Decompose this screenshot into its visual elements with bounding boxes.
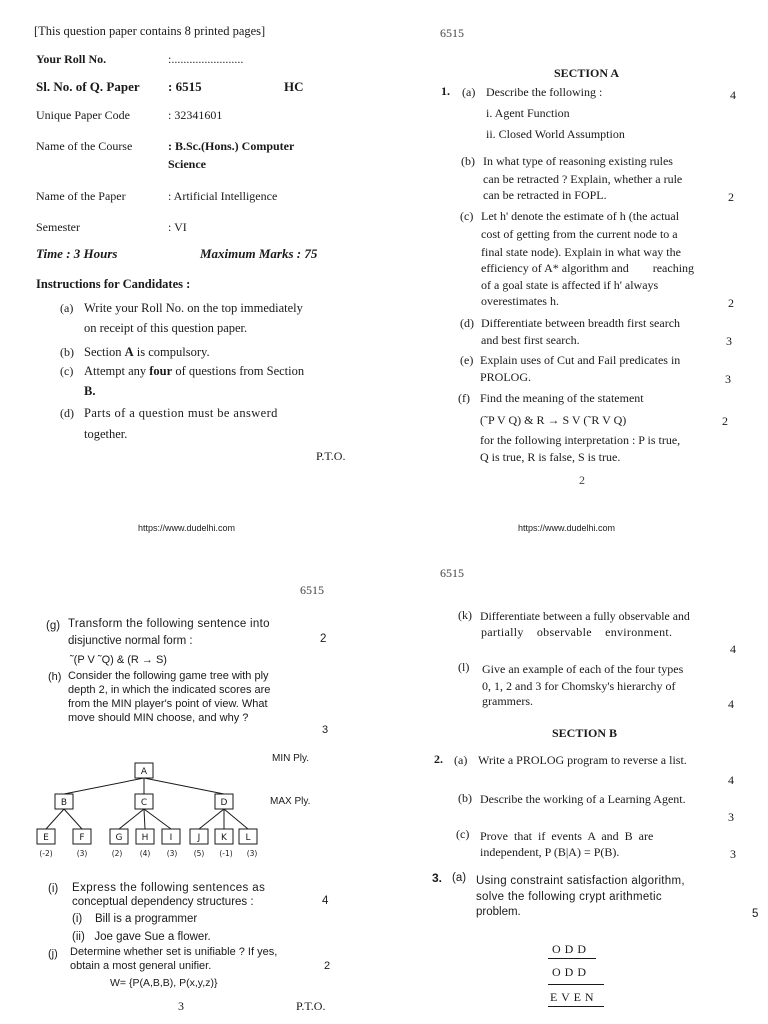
q2a-key: (a) bbox=[454, 753, 468, 767]
node-label-h: H bbox=[141, 833, 149, 843]
q1g-key: (g) bbox=[46, 620, 61, 632]
q1g-formula: ˜(P V ˜Q) & (R → S) bbox=[70, 654, 167, 666]
edge-a-b bbox=[64, 778, 144, 794]
q2-number: 2. bbox=[434, 752, 443, 766]
q1c-line2: cost of getting from the current node to a bbox=[481, 227, 678, 241]
q1j-key: (j) bbox=[48, 948, 58, 960]
score-l: (3) bbox=[246, 849, 258, 858]
q3a-key: (a) bbox=[452, 872, 467, 884]
edge-c-i bbox=[144, 809, 171, 829]
score-f: (3) bbox=[76, 849, 88, 858]
q1j-line1: Determine whether set is unifiable ? If yes, bbox=[70, 946, 278, 958]
q1f-line1: Find the meaning of the statement bbox=[480, 391, 644, 405]
q1b-mark: 2 bbox=[728, 190, 734, 204]
semester-label: Semester bbox=[36, 220, 80, 234]
q1h-key: (h) bbox=[48, 671, 62, 683]
instr-d-line2: together. bbox=[84, 427, 128, 441]
hc-label: HC bbox=[284, 79, 304, 94]
paper-label: Name of the Paper bbox=[36, 189, 126, 203]
q1b-line3: can be retracted in FOPL. bbox=[483, 188, 607, 202]
score-i: (3) bbox=[166, 849, 178, 858]
q1f-formula: (˜P V Q) & R → S V (˜R V Q) bbox=[480, 413, 627, 427]
node-label-l: L bbox=[245, 833, 251, 843]
pto-label-3: P.T.O. bbox=[296, 999, 326, 1013]
course-label: Name of the Course bbox=[36, 139, 133, 153]
crypt-row-1: O D D bbox=[552, 942, 587, 956]
q1f-mark: 2 bbox=[722, 414, 728, 428]
edge-b-f bbox=[64, 809, 82, 829]
q2a-mark: 4 bbox=[728, 773, 734, 787]
instr-a-line1: Write your Roll No. on the top immediately bbox=[84, 301, 303, 315]
q2a-text: Write a PROLOG program to reverse a list. bbox=[478, 753, 687, 767]
edge-c-g bbox=[119, 809, 144, 829]
instr-c-key: (c) bbox=[60, 364, 74, 378]
max-marks-label: Maximum Marks : 75 bbox=[200, 246, 318, 261]
crypt-divider-2 bbox=[548, 984, 604, 985]
score-e: (-2) bbox=[39, 849, 53, 858]
instr-d-line1: Parts of a question must be answerd bbox=[84, 406, 278, 420]
q1k-line1: Differentiate between a fully observable and bbox=[480, 609, 690, 623]
q1g-mark: 2 bbox=[320, 633, 327, 645]
slno-label: Sl. No. of Q. Paper bbox=[36, 79, 140, 94]
instr-a-key: (a) bbox=[60, 301, 74, 315]
paper-code: 6515 bbox=[440, 26, 464, 40]
q1b-line1: In what type of reasoning existing rules bbox=[483, 154, 673, 168]
q2b-mark: 3 bbox=[728, 810, 734, 824]
edge-a-d bbox=[144, 778, 224, 794]
q1d-line2: and best first search. bbox=[481, 333, 580, 347]
q1a-item-1: i. Agent Function bbox=[486, 106, 570, 120]
q2c-line1: Prove that if events A and B are bbox=[480, 829, 654, 843]
q3a-mark: 5 bbox=[752, 908, 759, 920]
q1l-line1: Give an example of each of the four types bbox=[482, 662, 684, 676]
q1b-line2: can be retracted ? Explain, whether a rule bbox=[483, 172, 683, 186]
q1f-line4: Q is true, R is false, S is true. bbox=[480, 450, 621, 464]
q1e-line2: PROLOG. bbox=[480, 370, 532, 384]
instr-c-text: Attempt any four of questions from Section bbox=[84, 364, 305, 378]
edge-d-j bbox=[199, 809, 224, 829]
q1i-line1: Express the following sentences as bbox=[72, 882, 266, 894]
node-label-a: A bbox=[140, 767, 148, 777]
instr-c-line2: B. bbox=[84, 384, 96, 398]
q1h-line3: from the MIN player's point of view. What bbox=[68, 698, 268, 710]
page-number-3: 3 bbox=[178, 999, 184, 1013]
q1f-line3: for the following interpretation : P is true, bbox=[480, 433, 681, 447]
q1d-line1: Differentiate between breadth first search bbox=[481, 316, 681, 330]
upc-label: Unique Paper Code bbox=[36, 108, 130, 122]
q1l-mark: 4 bbox=[728, 697, 734, 711]
node-label-k: K bbox=[221, 833, 227, 843]
q3a-line1: Using constraint satisfaction algorithm, bbox=[476, 875, 685, 887]
q1h-line1: Consider the following game tree with ply bbox=[68, 670, 269, 682]
q2c-line2: independent, P (B|A) = P(B). bbox=[480, 845, 620, 859]
footer-url-2: https://www.dudelhi.com bbox=[518, 523, 616, 533]
q1k-mark: 4 bbox=[730, 642, 736, 656]
q1e-key: (e) bbox=[460, 353, 474, 367]
edge-b-e bbox=[46, 809, 64, 829]
paper-value: : Artificial Intelligence bbox=[168, 189, 278, 203]
q1j-line2: obtain a most general unifier. bbox=[70, 960, 212, 972]
time-label: Time : 3 Hours bbox=[36, 246, 118, 261]
score-h: (4) bbox=[139, 849, 151, 858]
q1a-text: Describe the following : bbox=[486, 85, 603, 99]
node-label-i: I bbox=[169, 833, 173, 843]
q1h-line4: move should MIN choose, and why ? bbox=[68, 712, 249, 724]
q1l-line3: grammers. bbox=[482, 694, 533, 708]
q1c-line4: efficiency of A* algorithm and reaching bbox=[481, 261, 695, 275]
instructions-title: Instructions for Candidates : bbox=[36, 277, 191, 291]
node-label-e: E bbox=[43, 833, 49, 843]
q2b-key: (b) bbox=[458, 791, 472, 805]
q1i-item-2: (ii) Joe gave Sue a flower. bbox=[72, 931, 211, 943]
q1a-item-2: ii. Closed World Assumption bbox=[486, 127, 625, 141]
q1h-mark: 3 bbox=[322, 724, 329, 736]
q1c-line5: of a goal state is affected if h' always bbox=[481, 278, 659, 292]
instr-b-key: (b) bbox=[60, 345, 74, 359]
instr-d-key: (d) bbox=[60, 406, 74, 420]
crypt-row-2: O D D bbox=[552, 965, 587, 979]
min-ply-label: MIN Ply. bbox=[272, 753, 310, 764]
q1i-item-1: (i) Bill is a programmer bbox=[72, 913, 198, 925]
crypt-result: E V E N bbox=[550, 990, 595, 1004]
q1l-line2: 0, 1, 2 and 3 for Chomsky's hierarchy of bbox=[482, 679, 676, 693]
course-value-2: Science bbox=[168, 157, 206, 171]
q1c-line6: overestimates h. bbox=[481, 294, 559, 308]
q1d-key: (d) bbox=[460, 316, 474, 330]
node-label-f: F bbox=[79, 833, 85, 843]
q1a-mark: 4 bbox=[730, 88, 736, 102]
footer-url: https://www.dudelhi.com bbox=[138, 523, 236, 533]
q1i-key: (i) bbox=[48, 883, 59, 895]
score-g: (2) bbox=[111, 849, 123, 858]
node-label-j: J bbox=[197, 833, 201, 843]
q1j-set: W= {P(A,B,B), P(x,y,z)} bbox=[110, 977, 218, 989]
score-k: (-1) bbox=[219, 849, 233, 858]
q2c-mark: 3 bbox=[730, 847, 736, 861]
q1a-key: (a) bbox=[462, 85, 476, 99]
max-ply-label: MAX Ply. bbox=[270, 796, 311, 807]
section-heading: SECTION A bbox=[554, 66, 620, 80]
q1e-line1: Explain uses of Cut and Fail predicates in bbox=[480, 353, 681, 367]
crypt-divider-1 bbox=[548, 958, 596, 959]
q1g-line1: Transform the following sentence into bbox=[68, 618, 270, 630]
q1c-key: (c) bbox=[460, 209, 474, 223]
q1k-line2: partially observable environment. bbox=[481, 625, 673, 639]
q3a-line3: problem. bbox=[476, 906, 521, 918]
node-label-g: G bbox=[115, 833, 123, 843]
roll-value: :........................ bbox=[168, 52, 244, 66]
q1d-mark: 3 bbox=[726, 334, 732, 348]
q3-number: 3. bbox=[432, 871, 443, 885]
slno-value: : 6515 bbox=[168, 79, 202, 94]
upc-value: : 32341601 bbox=[168, 108, 223, 122]
edge-d-l bbox=[224, 809, 248, 829]
q3a-line2: solve the following crypt arithmetic bbox=[476, 891, 662, 903]
edge-c-h bbox=[144, 809, 145, 829]
paper-code-4: 6515 bbox=[440, 566, 464, 580]
crypt-divider-3 bbox=[548, 1006, 604, 1007]
q1h-line2: depth 2, in which the indicated scores are bbox=[68, 684, 271, 696]
node-label-c: C bbox=[140, 798, 148, 808]
roll-label: Your Roll No. bbox=[36, 52, 107, 66]
game-tree-svg bbox=[0, 0, 300, 870]
pto-label: P.T.O. bbox=[316, 449, 346, 463]
q1k-key: (k) bbox=[458, 608, 472, 622]
page-number-2: 2 bbox=[579, 473, 585, 487]
q1i-line2: conceptual dependency structures : bbox=[72, 896, 254, 908]
semester-value: : VI bbox=[168, 220, 187, 234]
q2b-text: Describe the working of a Learning Agent. bbox=[480, 792, 686, 806]
q1b-key: (b) bbox=[461, 154, 475, 168]
q1i-mark: 4 bbox=[322, 895, 329, 907]
node-label-b: B bbox=[60, 798, 68, 808]
q1c-mark: 2 bbox=[728, 296, 734, 310]
instr-b-text: Section A is compulsory. bbox=[84, 345, 210, 359]
section-b-heading: SECTION B bbox=[552, 726, 618, 740]
q2c-key: (c) bbox=[456, 827, 470, 841]
q1-number: 1. bbox=[441, 84, 450, 98]
q1j-mark: 2 bbox=[324, 960, 331, 972]
q1l-key: (l) bbox=[458, 660, 470, 674]
score-j: (5) bbox=[193, 849, 205, 858]
node-label-d: D bbox=[220, 798, 228, 808]
header-note: [This question paper contains 8 printed pages] bbox=[34, 24, 266, 38]
course-value-1: : B.Sc.(Hons.) Computer bbox=[168, 139, 295, 153]
instr-a-line2: on receipt of this question paper. bbox=[84, 321, 248, 335]
q1c-line3: final state node). Explain in what way the bbox=[481, 245, 681, 259]
paper-code-3: 6515 bbox=[300, 583, 324, 597]
q1c-line1: Let h' denote the estimate of h (the actual bbox=[481, 209, 680, 223]
q1e-mark: 3 bbox=[725, 372, 731, 386]
q1f-key: (f) bbox=[458, 391, 470, 405]
q1g-line2: disjunctive normal form : bbox=[68, 635, 193, 647]
